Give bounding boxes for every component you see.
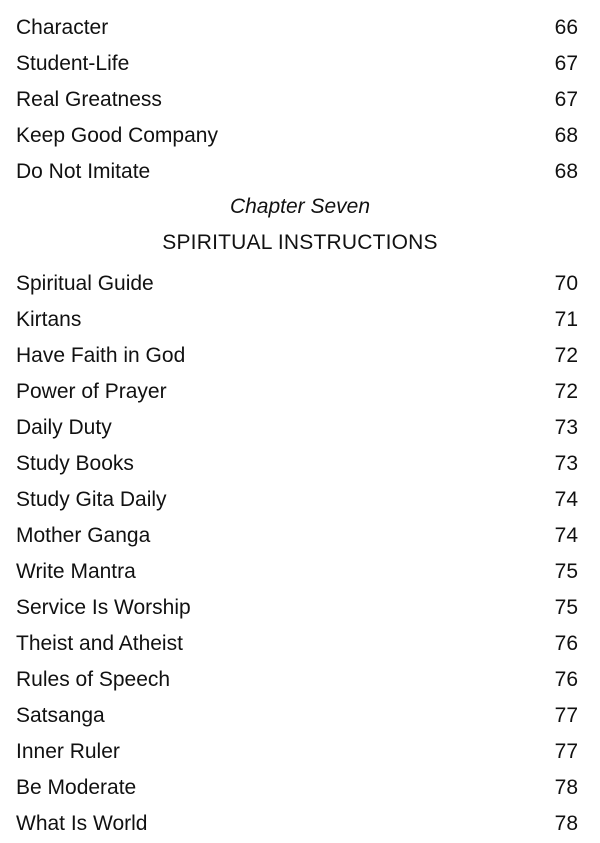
toc-entry-page-number: 76: [554, 668, 578, 691]
chapter-title: SPIRITUAL INSTRUCTIONS: [162, 231, 438, 254]
toc-entry-page-number: 73: [554, 416, 578, 439]
toc-entry: [16, 800, 578, 836]
dot-leader: [173, 656, 538, 686]
toc-entry-title: Study Gita Daily: [16, 488, 167, 511]
dot-leader: [153, 148, 538, 178]
dot-leader: [139, 548, 538, 578]
toc-entry-page-number: 76: [554, 632, 578, 655]
toc-entry: [16, 404, 578, 440]
toc-entry: [16, 148, 578, 184]
dot-leader: [84, 296, 538, 326]
toc-entry-page-number: 75: [554, 596, 578, 619]
toc-entry-title: Power of Prayer: [16, 380, 167, 403]
toc-entry: [16, 692, 578, 728]
toc-entry: [16, 728, 578, 764]
chapter-label: Chapter Seven: [229, 195, 371, 218]
toc-entry: [16, 548, 578, 584]
toc-entry-page-number: 74: [554, 524, 578, 547]
toc-entry-page-number: 72: [554, 344, 578, 367]
toc-entry-title: Rules of Speech: [16, 668, 171, 691]
toc-list-previous-chapter: [16, 4, 578, 184]
toc-entry-page-number: 67: [554, 88, 578, 111]
toc-entry-title: Daily Duty: [16, 416, 112, 439]
dot-leader: [137, 440, 538, 470]
toc-entry-title: Satsanga: [16, 704, 105, 727]
toc-entry: [16, 584, 578, 620]
toc-entry: [16, 476, 578, 512]
toc-entry-title: Be Moderate: [16, 776, 137, 799]
toc-entry-page-number: 77: [554, 740, 578, 763]
toc-entry: [16, 76, 578, 112]
toc-entry-title: Service Is Worship: [16, 596, 191, 619]
dot-leader: [111, 4, 538, 34]
dot-leader: [221, 112, 538, 142]
toc-entry-title: What Is World: [16, 812, 148, 835]
toc-entry-page-number: 71: [554, 308, 578, 331]
dot-leader: [132, 40, 538, 70]
dot-leader: [139, 764, 538, 794]
toc-entry-page-number: 74: [554, 488, 578, 511]
toc-entry-title: Have Faith in God: [16, 344, 186, 367]
toc-entry: [16, 440, 578, 476]
toc-entry-page-number: 72: [554, 380, 578, 403]
dot-leader: [186, 620, 538, 650]
toc-entry-title: Write Mantra: [16, 560, 136, 583]
toc-entry-page-number: 77: [554, 704, 578, 727]
dot-leader: [153, 512, 538, 542]
toc-entry-title: Student-Life: [16, 52, 130, 75]
toc-entry: [16, 332, 578, 368]
toc-entry: [16, 260, 578, 296]
dot-leader: [115, 404, 538, 434]
toc-entry-title: Study Books: [16, 452, 134, 475]
dot-leader: [170, 368, 538, 398]
dot-leader: [123, 728, 538, 758]
dot-leader: [150, 800, 538, 830]
dot-leader: [170, 476, 538, 506]
toc-entry-page-number: 75: [554, 560, 578, 583]
toc-entry: [16, 764, 578, 800]
toc-entry-title: Do Not Imitate: [16, 160, 151, 183]
dot-leader: [188, 332, 538, 362]
dot-leader: [165, 76, 538, 106]
toc-entry-page-number: 78: [554, 776, 578, 799]
toc-entry-title: Real Greatness: [16, 88, 162, 111]
toc-entry-page-number: 73: [554, 452, 578, 475]
toc-entry-title: Character: [16, 16, 109, 39]
toc-entry-page-number: 66: [554, 16, 578, 39]
toc-entry: [16, 112, 578, 148]
toc-entry-title: Keep Good Company: [16, 124, 218, 147]
toc-entry-title: Kirtans: [16, 308, 82, 331]
toc-list-chapter-seven: [16, 260, 578, 836]
dot-leader: [108, 692, 538, 722]
toc-entry-title: Mother Ganga: [16, 524, 151, 547]
toc-entry: [16, 296, 578, 332]
toc-entry: [16, 40, 578, 76]
toc-entry: [16, 620, 578, 656]
toc-entry: [16, 4, 578, 40]
toc-entry-page-number: 68: [554, 160, 578, 183]
toc-entry-title: Theist and Atheist: [16, 632, 183, 655]
toc-entry: [16, 512, 578, 548]
toc-entry: [16, 656, 578, 692]
dot-leader: [194, 584, 538, 614]
dot-leader: [157, 260, 538, 290]
toc-entry-page-number: 68: [554, 124, 578, 147]
toc-entry-page-number: 70: [554, 272, 578, 295]
toc-entry: [16, 368, 578, 404]
toc-entry-title: Spiritual Guide: [16, 272, 154, 295]
toc-entry-title: Inner Ruler: [16, 740, 120, 763]
toc-entry-page-number: 78: [554, 812, 578, 835]
toc-entry-page-number: 67: [554, 52, 578, 75]
